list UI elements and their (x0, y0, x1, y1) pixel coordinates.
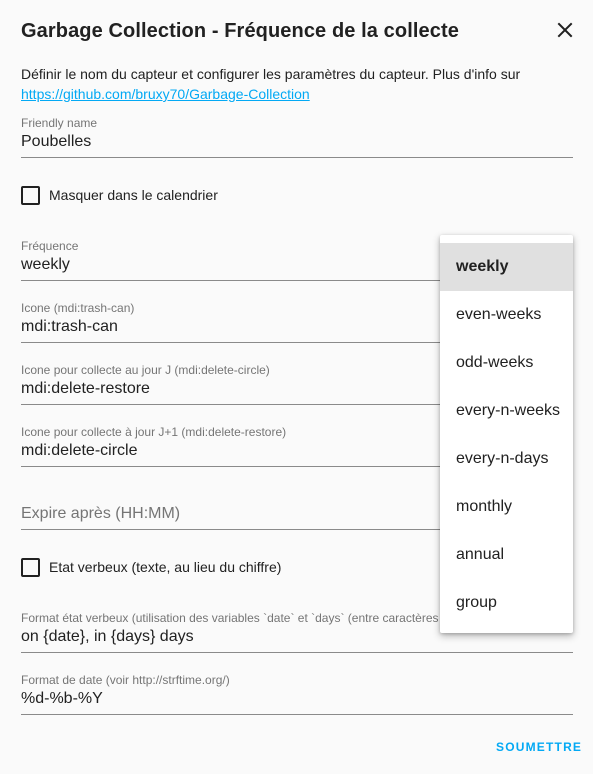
frequency-value[interactable]: weekly (21, 256, 70, 273)
date-format-input[interactable]: %d-%b-%Y (21, 690, 103, 707)
github-link[interactable]: https://github.com/bruxy70/Garbage-Collection (21, 86, 310, 102)
icon-tomorrow-input[interactable]: mdi:delete-circle (21, 442, 138, 459)
menu-item[interactable]: odd-weeks (456, 354, 534, 371)
icon-today-input[interactable]: mdi:delete-restore (21, 380, 150, 397)
frequency-label: Fréquence (21, 239, 79, 253)
frequency-dropdown-menu (440, 235, 573, 633)
menu-item[interactable]: annual (456, 546, 505, 563)
icon-today-label: Icone pour collecte au jour J (mdi:delete-circle) (21, 363, 270, 377)
date-format-label: Format de date (voir http://strftime.org/) (21, 673, 230, 687)
expire-after-input[interactable]: Expire après (HH:MM) (21, 505, 181, 522)
verbose-format-input[interactable]: on {date}, in {days} days (21, 628, 194, 645)
verbose-format-label: Format état verbeux (utilisation des variables `date` et `days` (entre caractères (21, 611, 439, 625)
friendly-name-field[interactable] (21, 115, 573, 158)
hide-calendar-checkbox[interactable] (21, 185, 218, 205)
menu-item[interactable]: every-n-weeks (456, 402, 561, 419)
close-icon[interactable] (553, 18, 577, 42)
menu-item[interactable]: monthly (456, 498, 513, 515)
date-format-field[interactable] (21, 672, 573, 715)
friendly-name-label: Friendly name (21, 116, 98, 130)
icon-input[interactable]: mdi:trash-can (21, 318, 118, 335)
icon-label: Icone (mdi:trash-can) (21, 301, 135, 315)
description-text: Définir le nom du capteur et configurer les paramètres du capteur. Plus d'info sur (21, 66, 521, 82)
friendly-name-input[interactable]: Poubelles (21, 133, 92, 150)
hide-calendar-box[interactable] (21, 186, 40, 205)
dialog-title: Garbage Collection - Fréquence de la collecte (21, 20, 459, 42)
verbose-state-checkbox[interactable] (21, 557, 281, 577)
menu-item[interactable]: even-weeks (456, 306, 542, 323)
icon-tomorrow-label: Icone pour collecte à jour J+1 (mdi:delete-restore) (21, 425, 287, 439)
verbose-state-box[interactable] (21, 558, 40, 577)
menu-item[interactable]: group (456, 594, 497, 611)
verbose-state-label: Etat verbeux (texte, au lieu du chiffre) (49, 559, 282, 575)
menu-item[interactable]: every-n-days (456, 450, 549, 467)
dialog-description (21, 64, 561, 104)
submit-button[interactable]: SOUMETTRE (496, 740, 583, 754)
hide-calendar-label: Masquer dans le calendrier (49, 187, 218, 203)
menu-item[interactable]: weekly (440, 243, 573, 291)
